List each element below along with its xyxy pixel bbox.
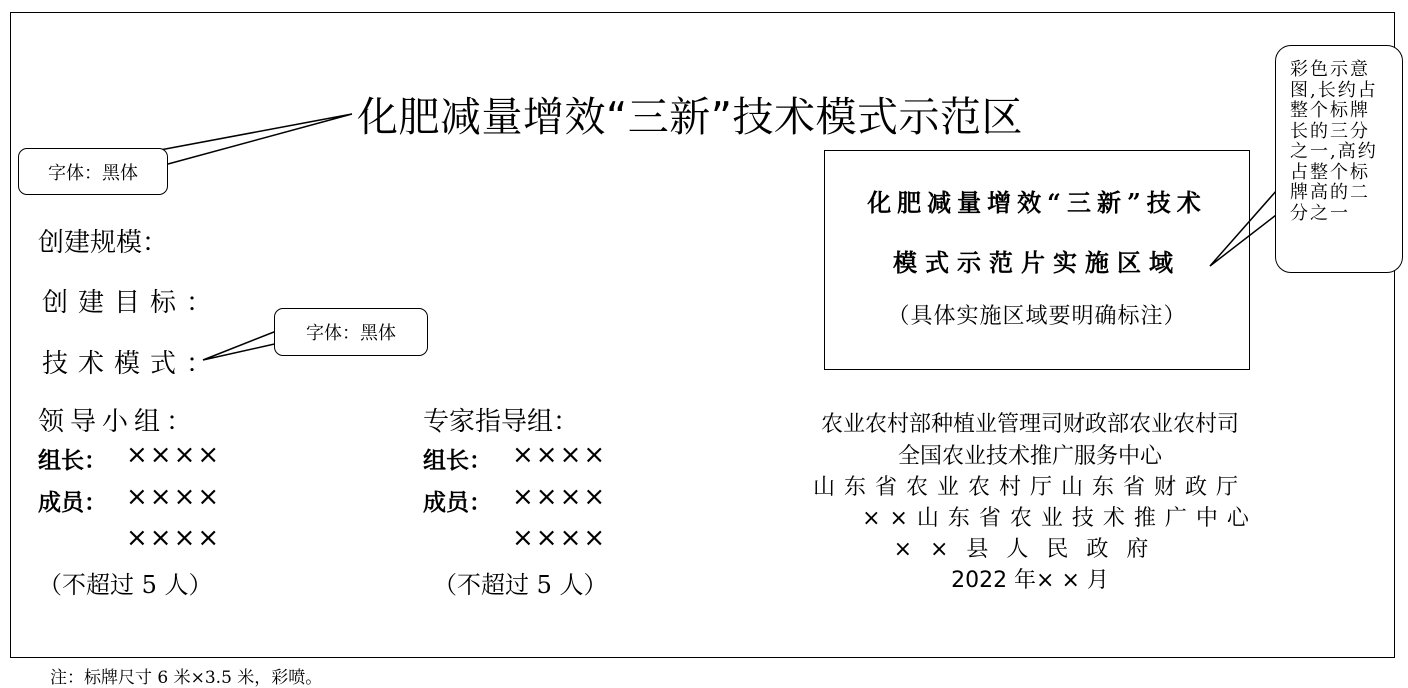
area-box-line-1: 化肥减量增效“三新”技术 <box>867 188 1207 217</box>
expert-note: （不超过 5 人） <box>433 571 608 599</box>
size-callout-line: 占整个标 <box>1290 161 1370 183</box>
expert-leader-value: ×××× <box>512 440 608 470</box>
leadership-members-label: 成员： <box>38 489 107 516</box>
title-font-leader <box>160 114 352 164</box>
organization-date: 2022 年× × 月 <box>951 568 1109 593</box>
organization-line: ××县人民政府 <box>893 537 1167 562</box>
leadership-members-value-1: ×××× <box>126 482 222 512</box>
organization-line: 农业农村部种植业管理司财政部农业农村司 <box>820 412 1239 437</box>
size-callout-line: 牌高的二 <box>1290 182 1370 203</box>
size-callout-line: 分之一 <box>1290 202 1350 224</box>
expert-members-value-2: ×××× <box>512 523 608 553</box>
organization-line: 全国农业技术推广服务中心 <box>897 444 1162 469</box>
leadership-note: （不超过 5 人） <box>38 571 213 599</box>
expert-members-label: 成员： <box>423 489 492 516</box>
implementation-area-box <box>824 150 1250 370</box>
size-callout <box>1275 45 1403 273</box>
mode-label: 技术模式： <box>42 349 223 379</box>
expert-group-heading: 专家指导组： <box>423 407 580 437</box>
size-callout-line: 图,长约占 <box>1290 79 1378 101</box>
leadership-group-heading: 领导小组： <box>38 407 199 437</box>
leadership-leader-label: 组长： <box>38 447 107 474</box>
leadership-leader-value: ×××× <box>126 440 222 470</box>
size-callout-line: 之一,高约 <box>1290 141 1378 162</box>
expert-leader-label: 组长： <box>423 447 492 474</box>
goal-label: 创建目标： <box>42 288 223 318</box>
size-callout-line: 彩色示意 <box>1290 59 1370 80</box>
leadership-members-value-2: ×××× <box>126 523 222 553</box>
area-box-line-2: 模式示范片实施区域 <box>893 248 1181 277</box>
font-callout-title: 字体：黑体 <box>18 148 168 195</box>
size-callout-line: 长的三分 <box>1290 120 1370 142</box>
area-box-note: （具体实施区域要明确标注） <box>887 304 1187 329</box>
footnote: 注：标牌尺寸 6 米×3.5 米，彩喷。 <box>50 668 323 688</box>
expert-members-value-1: ×××× <box>512 482 608 512</box>
organization-line: 山东省农业农村厅山东省财政厅 <box>812 475 1247 500</box>
organization-line: ××山东省农业技术推广中心 <box>862 506 1258 531</box>
sign-title: 化肥减量增效“三新”技术模式示范区 <box>357 93 1023 141</box>
font-callout-mode: 字体：黑体 <box>274 308 428 356</box>
scale-label: 创建规模： <box>38 228 169 258</box>
size-callout-line: 整个标牌 <box>1290 100 1370 121</box>
